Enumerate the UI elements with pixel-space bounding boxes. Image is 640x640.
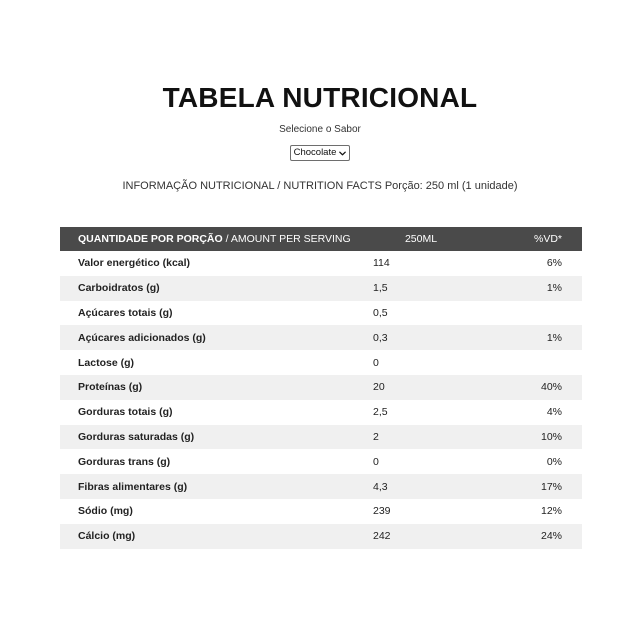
nutrient-name: Açúcares adicionados (g) [78, 331, 206, 344]
flavor-select[interactable] [290, 145, 351, 161]
nutrient-amount: 4,3 [373, 480, 388, 493]
nutrient-amount: 242 [373, 530, 391, 543]
nutrient-name: Cálcio (mg) [78, 530, 136, 543]
flavor-select-value: Chocolate [293, 147, 337, 158]
nutrition-facts-caption: INFORMAÇÃO NUTRICIONAL / NUTRITION FACTS Porção: 250 ml (1 unidade) [122, 180, 518, 192]
table-row [60, 301, 582, 326]
nutrient-daily-value: 0% [546, 455, 562, 468]
table-row [60, 375, 582, 400]
nutrient-name: Lactose (g) [78, 356, 135, 369]
nutrient-amount: 0 [373, 356, 379, 369]
nutrient-name: Açúcares totais (g) [78, 306, 173, 319]
nutrient-amount: 0 [373, 455, 379, 468]
table-row [60, 449, 582, 474]
nutrient-name: Gorduras totais (g) [78, 406, 173, 419]
table-body [60, 251, 582, 549]
nutrient-daily-value: 17% [540, 480, 562, 493]
chevron-down-icon [338, 149, 347, 158]
nutrient-name: Carboidratos (g) [78, 282, 160, 295]
table-header [60, 227, 582, 251]
nutrient-name: Gorduras trans (g) [78, 455, 171, 468]
table-row [60, 400, 582, 425]
table-row [60, 251, 582, 276]
flavor-select-label: Selecione o Sabor [279, 124, 361, 135]
nutrient-amount: 1,5 [373, 282, 388, 295]
header-amount: 250ML [404, 233, 438, 245]
nutrient-daily-value: 1% [546, 331, 562, 344]
nutrient-daily-value: 4% [546, 406, 562, 419]
nutrient-amount: 239 [373, 505, 391, 518]
table-row [60, 325, 582, 350]
nutrient-amount: 2 [373, 430, 379, 443]
nutrient-name: Gorduras saturadas (g) [78, 430, 195, 443]
flavor-select-container [0, 142, 640, 161]
nutrient-amount: 114 [373, 257, 390, 270]
table-row [60, 350, 582, 375]
nutrient-amount: 2,5 [373, 406, 388, 419]
header-quantity-bold: QUANTIDADE POR PORÇÃO [78, 233, 223, 245]
nutrient-daily-value: 40% [540, 381, 562, 394]
table-row [60, 425, 582, 450]
nutrient-daily-value: 24% [540, 530, 562, 543]
nutrient-daily-value: 10% [540, 430, 562, 443]
nutrient-name: Sódio (mg) [78, 505, 133, 518]
nutrient-daily-value: 12% [540, 505, 562, 518]
header-quantity-per-serving [60, 233, 356, 245]
nutrient-daily-value: 6% [546, 257, 562, 270]
header-daily-value: %VD* [533, 233, 562, 245]
nutrient-amount: 0,5 [373, 306, 388, 319]
nutrient-daily-value: 1% [546, 282, 562, 295]
page-title: TABELA NUTRICIONAL [162, 82, 478, 113]
nutrient-amount: 20 [373, 381, 385, 394]
table-row [60, 499, 582, 524]
nutrient-name: Proteínas (g) [78, 381, 143, 394]
nutrient-name: Fibras alimentares (g) [78, 480, 188, 493]
table-row [60, 276, 582, 301]
header-quantity-rest: / AMOUNT PER SERVING [222, 233, 351, 245]
nutrient-amount: 0,3 [373, 331, 388, 344]
nutrition-table [60, 227, 582, 549]
table-row [60, 524, 582, 549]
nutrient-name: Valor energético (kcal) [78, 257, 191, 270]
table-row [60, 474, 582, 499]
